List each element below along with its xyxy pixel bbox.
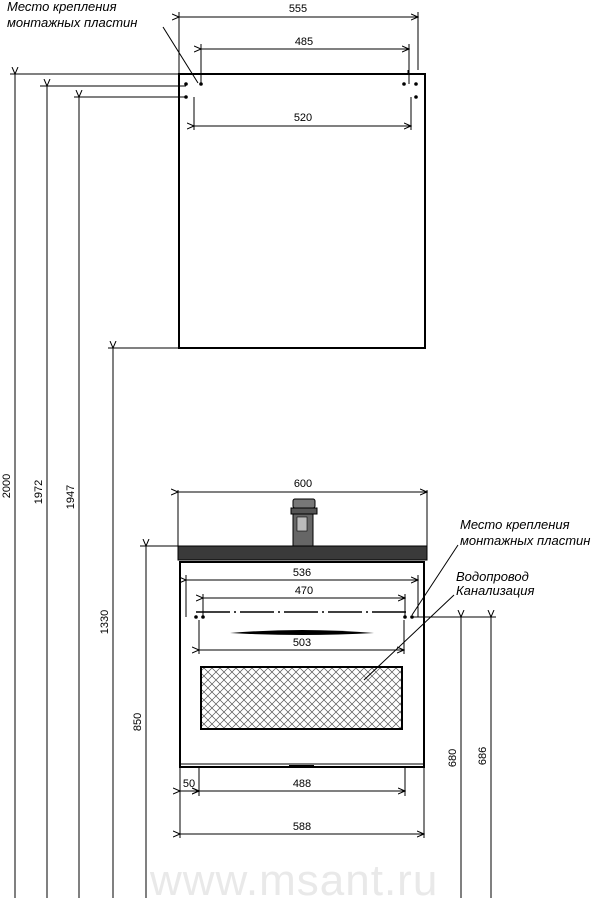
water-supply-label: Водопровод	[456, 569, 529, 584]
dim-1330: 1330	[99, 609, 111, 635]
dim-485: 485	[294, 36, 314, 48]
dim-1972: 1972	[33, 479, 45, 505]
dim-588: 588	[292, 821, 312, 833]
mount-point	[194, 615, 198, 619]
cabinet-leg	[289, 765, 314, 768]
sewage-label: Канализация	[456, 583, 535, 598]
dim-1947: 1947	[65, 484, 77, 510]
dim-520: 520	[293, 112, 313, 124]
watermark: www.msant.ru	[150, 856, 439, 900]
mount-point	[402, 82, 406, 86]
faucet	[291, 499, 317, 548]
mount-point	[403, 615, 407, 619]
leader-line	[364, 595, 454, 680]
dim-686: 686	[477, 746, 489, 766]
mount-plates-label-top-2: монтажных пластин	[7, 15, 138, 30]
drawer-handle	[230, 630, 374, 635]
service-opening	[201, 667, 402, 729]
dim-600: 600	[293, 478, 313, 490]
dim-470: 470	[294, 585, 314, 597]
dim-2000: 2000	[1, 473, 13, 499]
dim-503: 503	[292, 637, 312, 649]
dim-680: 680	[447, 748, 459, 768]
mount-point	[201, 615, 205, 619]
dim-850: 850	[132, 712, 144, 732]
dim-488: 488	[292, 778, 312, 790]
mount-point	[414, 82, 418, 86]
mount-plates-label-top-1: Место крепления	[7, 0, 117, 14]
dim-555: 555	[288, 3, 308, 15]
mount-plates-label-cabinet-1: Место крепления	[460, 517, 570, 532]
dim-50: 50	[182, 778, 196, 790]
mount-point	[414, 95, 418, 99]
mount-point	[199, 82, 203, 86]
dim-536: 536	[292, 567, 312, 579]
basin	[178, 546, 427, 560]
mount-point	[184, 82, 188, 86]
mount-plates-label-cabinet-2: монтажных пластин	[460, 533, 591, 548]
